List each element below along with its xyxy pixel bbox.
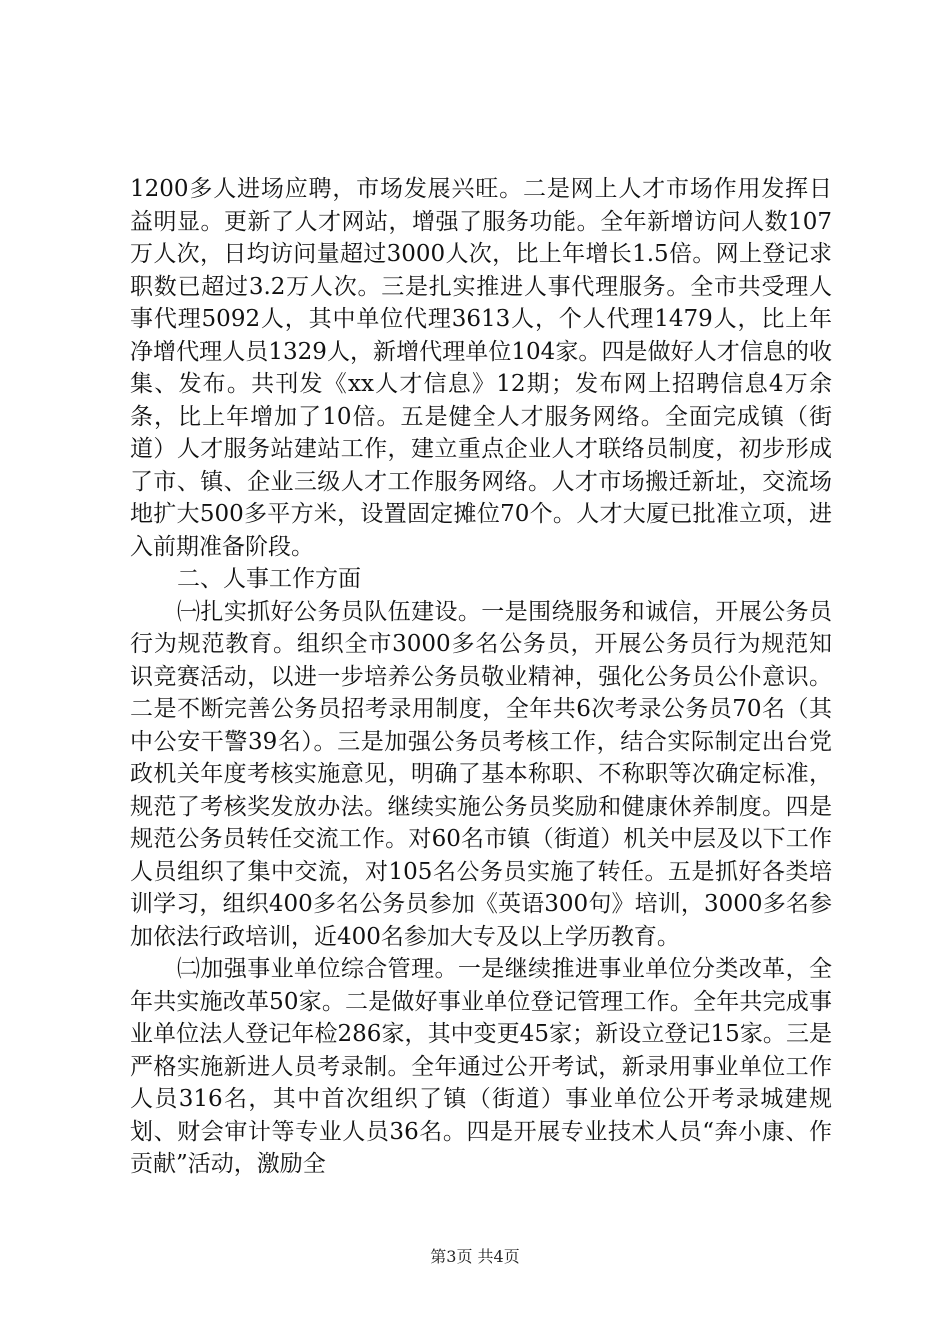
paragraph-civil-servants: ㈠扎实抓好公务员队伍建设。一是围绕服务和诚信，开展公务员行为规范教育。组织全市3000多名公务员，开展公务员行为规范知识竞赛活动，以进一步培养公务员敬业精神，强化公务员公仆意识。二是不断完善公务员招考录用制度，全年共6次考录公务员70名（其中公安干警39名）。三是加强公务员考核工作，结合实际制定出台党政机关年度考核实施意见，明确了基本称职、不称职等次确定标准，规范了考核奖发放办法。继续实施公务员奖励和健康休养制度。四是规范公务员转任交流工作。对60名市镇（街道）机关中层及以下工作人员组织了集中交流，对105名公务员实施了转任。五是抓好各类培训学习，组织400多名公务员参加《英语300句》培训，3000多名参加依法行政培训，近400名参加大专及以上学历教育。 <box>130 598 832 950</box>
section-heading-personnel: 二、人事工作方面 <box>177 566 361 592</box>
document-body <box>130 173 832 1181</box>
paragraph-talent-market: 1200多人进场应聘，市场发展兴旺。二是网上人才市场作用发挥日益明显。更新了人才网站，增强了服务功能。全年新增访问人数107万人次，日均访问量超过3000人次，比上年增长1.5倍。网上登记求职数已超过3.2万人次。三是扎实推进人事代理服务。全市共受理人事代理5092人，其中单位代理3613人，个人代理1479人，比上年净增代理人员1329人，新增代理单位104家。四是做好人才信息的收集、发布。共刊发《xx人才信息》12期；发布网上招聘信息4万余条，比上年增加了10倍。五是健全人才服务网络。全面完成镇（街道）人才服务站建站工作，建立重点企业人才联络员制度，初步形成了市、镇、企业三级人才工作服务网络。人才市场搬迁新址，交流场地扩大500多平方米，设置固定摊位70个。人才大厦已批准立项，进入前期准备阶段。 <box>130 176 832 560</box>
page-number-footer: 第3页 共4页 <box>430 1247 520 1266</box>
paragraph-public-institutions: ㈡加强事业单位综合管理。一是继续推进事业单位分类改革，全年共实施改革50家。二是做好事业单位登记管理工作。全年共完成事业单位法人登记年检286家，其中变更45家；新设立登记15家。三是严格实施新进人员考录制。全年通过公开考试，新录用事业单位工作人员316名，其中首次组织了镇（街道）事业单位公开考录城建规划、财会审计等专业人员36名。四是开展专业技术人员“奔小康、作贡献”活动，激励全 <box>130 956 832 1177</box>
